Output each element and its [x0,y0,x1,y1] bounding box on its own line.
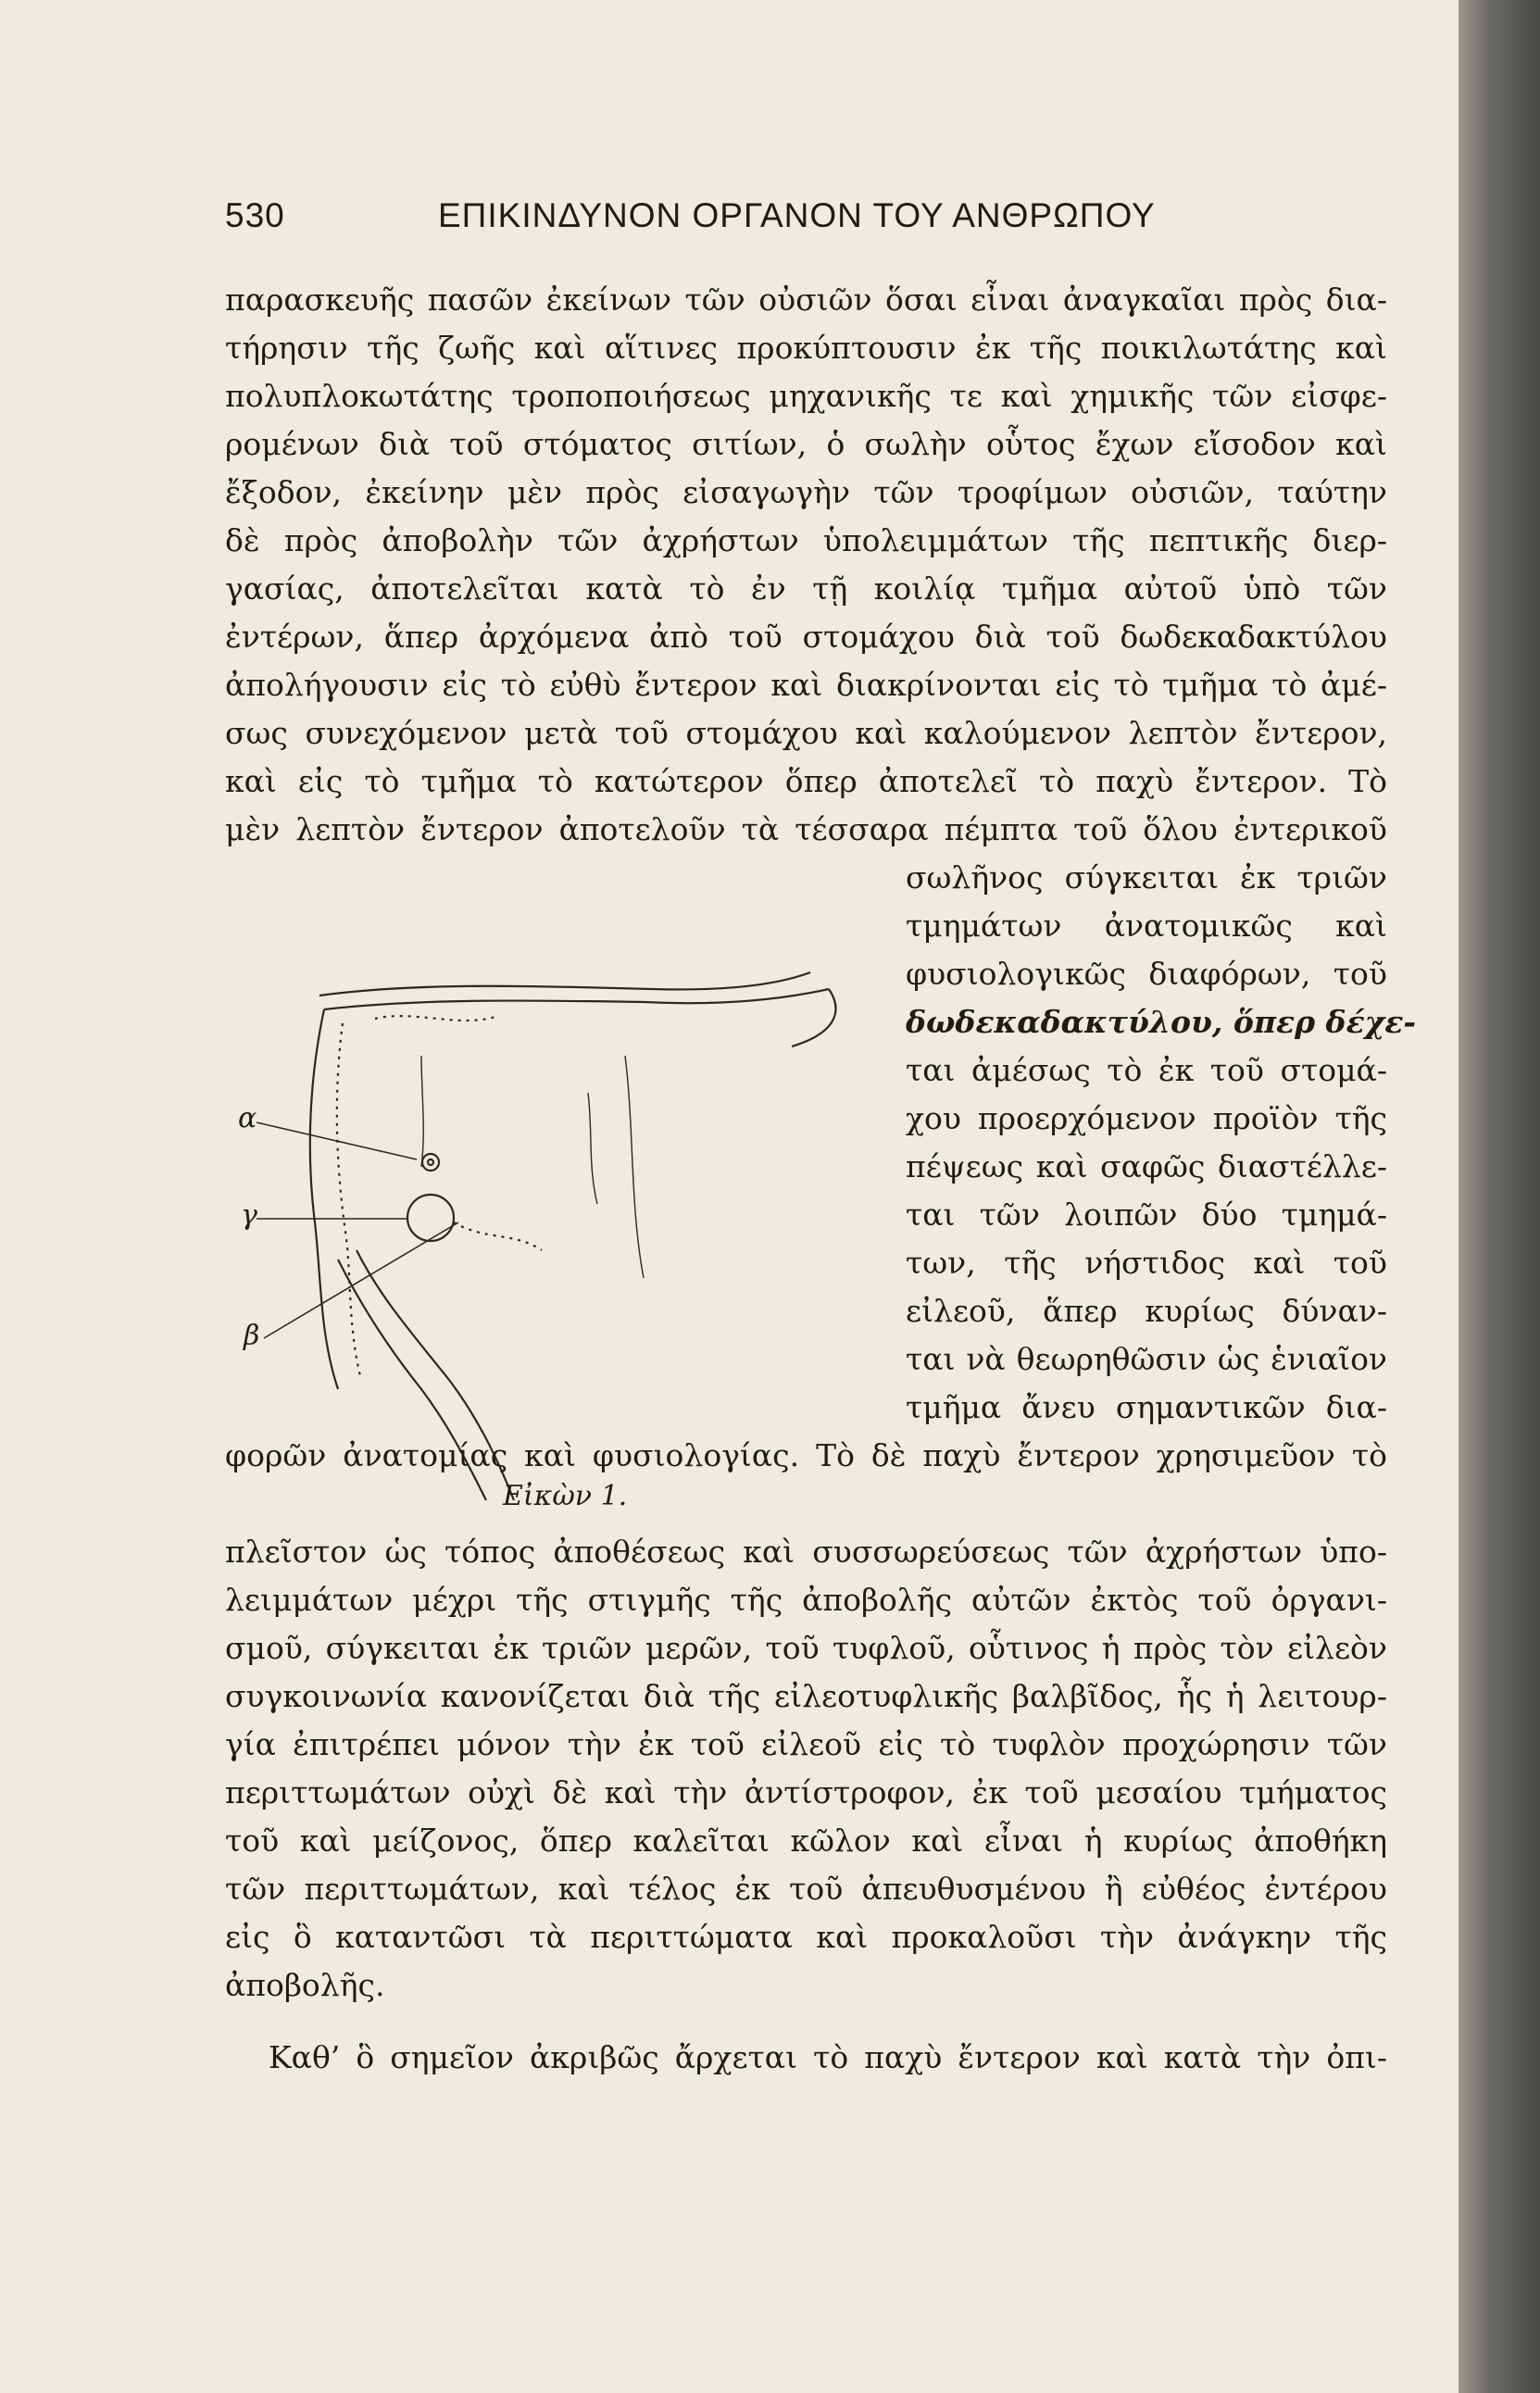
text-line: παρασκευῆς πασῶν ἐκείνων τῶν οὐσιῶν ὅσαι εἶναι ἀναγκαῖαι πρὸς δια- [225,282,1387,318]
running-head: ΕΠΙΚΙΝΔΥΝΟΝ ΟΡΓΑΝΟΝ ΤΟΥ ΑΝΘΡΩΠΟΥ [438,196,1156,234]
text-line: μὲν λεπτὸν ἔντερον ἀποτελοῦν τὰ τέσσαρα πέμπτα τοῦ ὅλου ἐντερικοῦ [225,811,1387,847]
text-line: ται ἀμέσως τὸ ἐκ τοῦ στομά- [906,1052,1387,1088]
text-line: συγκοινωνία κανονίζεται διὰ τῆς εἰλεοτυφλικῆς βαλβῖδος, ἧς ἡ λειτουρ- [225,1678,1387,1714]
text-line: τῶν περιττωμάτων, καὶ τέλος ἐκ τοῦ ἀπευθυσμένου ἢ εὐθέος ἐντέρου [225,1871,1387,1907]
text-line: τοῦ καὶ μείζονος, ὅπερ καλεῖται κῶλον καὶ εἶναι ἡ κυρίως ἀποθήκη [225,1823,1387,1859]
figure-label-g: γ [241,1199,257,1232]
text-line: πέψεως καὶ σαφῶς διαστέλλε- [906,1148,1387,1184]
text-line: φυσιολογικῶς διαφόρων, τοῦ [906,956,1387,992]
text-line: χου προερχόμενον προϊὸν τῆς [906,1100,1387,1136]
text-line: των, τῆς νήστιδος καὶ τοῦ [906,1245,1387,1281]
text-line: τμημάτων ἀνατομικῶς καὶ [906,908,1387,944]
figure-caption: Εἰκὼν 1. [503,1480,628,1512]
text-line: σμοῦ, σύγκειται ἐκ τριῶν μερῶν, τοῦ τυφλοῦ, οὗτινος ἡ πρὸς τὸν εἰλεὸν [225,1630,1387,1666]
text-line: ἀπολήγουσιν εἰς τὸ εὐθὺ ἔντερον καὶ διακρίνονται εἰς τὸ τμῆμα τὸ ἀμέ- [225,667,1387,703]
text-line: ται νὰ θεωρηθῶσιν ὡς ἑνιαῖον [906,1341,1387,1377]
text-line: τήρησιν τῆς ζωῆς καὶ αἵτινες προκύπτουσιν ἐκ τῆς ποικιλωτάτης καὶ [225,330,1387,366]
text-line: σωλῆνος σύγκειται ἐκ τριῶν [906,859,1387,896]
text-line: τμῆμα ἄνευ σημαντικῶν δια- [906,1389,1387,1425]
text-line: φορῶν ἀνατομίας καὶ φυσιολογίας. Τὸ δὲ παχὺ ἔντερον χρησιμεῦον τὸ [225,1437,1387,1473]
page-header [225,196,1197,252]
text-line: γασίας, ἀποτελεῖται κατὰ τὸ ἐν τῇ κοιλίᾳ τμῆμα αὐτοῦ ὑπὸ τῶν [225,570,1387,607]
text-line: καὶ εἰς τὸ τμῆμα τὸ κατώτερον ὅπερ ἀποτελεῖ τὸ παχὺ ἔντερον. Τὸ [225,763,1387,799]
figure-label-b: β [244,1320,260,1352]
page-binding-edge [1459,0,1540,2393]
text-line: ται τῶν λοιπῶν δύο τμημά- [906,1196,1387,1233]
text-line: δὲ πρὸς ἀποβολὴν τῶν ἀχρήστων ὑπολειμμάτων τῆς πεπτικῆς διερ- [225,522,1387,558]
text-line: λειμμάτων μέχρι τῆς στιγμῆς τῆς ἀποβολῆς αὐτῶν ἐκτὸς τοῦ ὀργανι- [225,1582,1387,1618]
text-line: σως συνεχόμενον μετὰ τοῦ στομάχου καὶ καλούμενον λεπτὸν ἔντερον, [225,715,1387,751]
text-line: ἔξοδον, ἐκείνην μὲν πρὸς εἰσαγωγὴν τῶν τροφίμων οὐσιῶν, ταύτην [225,474,1387,510]
text-line: πλεῖστον ὡς τόπος ἀποθέσεως καὶ συσσωρεύσεως τῶν ἀχρήστων ὑπο- [225,1534,1387,1570]
text-line [225,1480,1387,1528]
text-line: δωδεκαδακτύλου, ὅπερ δέχε- [906,1004,1417,1040]
text-line: εἰς ὃ καταντῶσι τὰ περιττώματα καὶ προκαλοῦσι τὴν ἀνάγκην τῆς [225,1919,1387,1955]
text-line: πολυπλοκωτάτης τροποποιήσεως μηχανικῆς τε καὶ χημικῆς τῶν εἰσφε- [225,378,1387,414]
text-line: γία ἐπιτρέπει μόνον τὴν ἐκ τοῦ εἰλεοῦ εἰς τὸ τυφλὸν προχώρησιν τῶν [225,1726,1387,1762]
figure-label-a: α [238,1102,257,1134]
text-line: Καθ’ ὃ σημεῖον ἀκριβῶς ἄρχεται τὸ παχὺ ἔντερον καὶ κατὰ τὴν ὀπι- [269,2039,1387,2075]
text-line: ἀποβολῆς. [225,1967,385,2003]
text-line: ἐντέρων, ἅπερ ἀρχόμενα ἀπὸ τοῦ στομάχου διὰ τοῦ δωδεκαδακτύλου [225,619,1387,655]
text-line: περιττωμάτων οὐχὶ δὲ καὶ τὴν ἀντίστροφον, ἐκ τοῦ μεσαίου τμήματος [225,1774,1387,1810]
page-number: 530 [225,196,285,234]
text-line: εἰλεοῦ, ἅπερ κυρίως δύναν- [906,1293,1387,1329]
text-line: ρομένων διὰ τοῦ στόματος σιτίων, ὁ σωλὴν οὗτος ἔχων εἴσοδον καὶ [225,426,1387,462]
